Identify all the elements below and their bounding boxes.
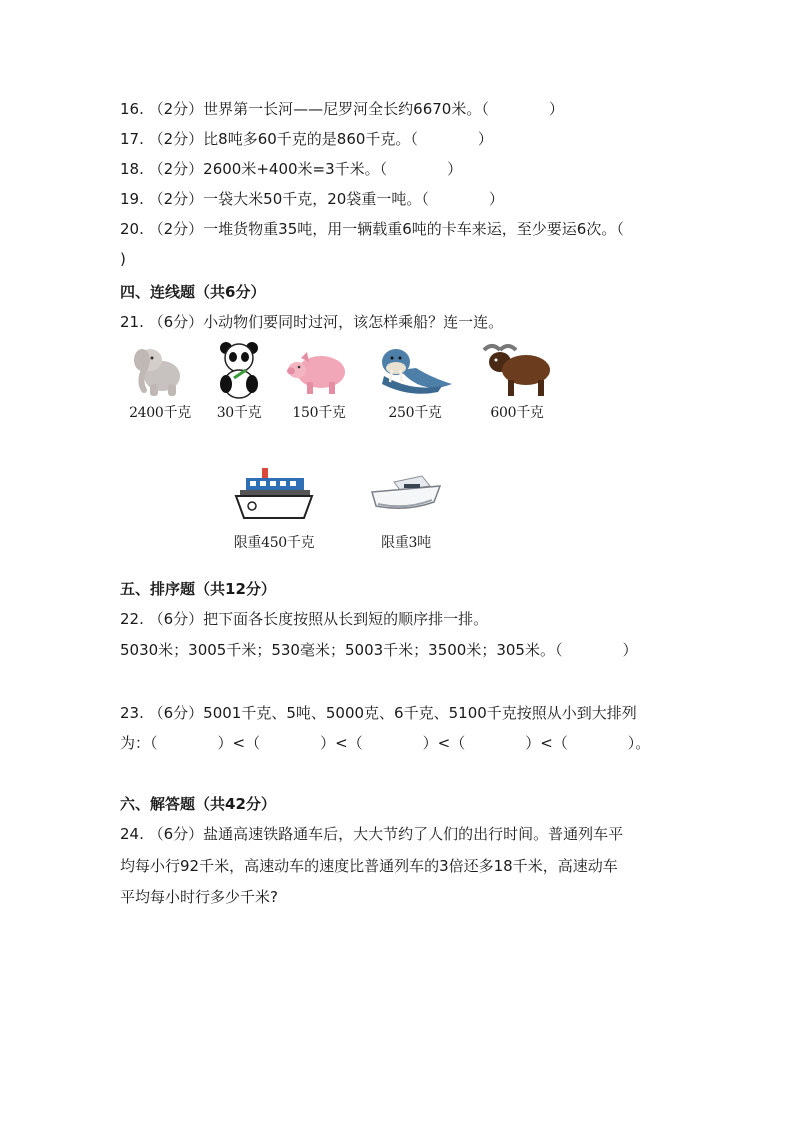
question-23-line-1: 23. （6分）5001千克、5吨、5000克、6千克、5100千克按照从小到大排列	[120, 704, 637, 722]
question-18: 18. （2分）2600米+400米=3千米。（ ）	[120, 160, 463, 178]
animal-pig-weight: 150千克	[292, 405, 346, 421]
boat-yacht-limit: 限重3吨	[381, 535, 431, 551]
question-20: 20. （2分）一堆货物重35吨，用一辆载重6吨的卡车来运，至少要运6次。（	[120, 220, 624, 238]
animal-elephant	[126, 340, 194, 422]
ferry-icon	[232, 466, 316, 526]
question-24-line-2: 均每小行92千米，高速动车的速度比普通列车的3倍还多18千米，高速动车	[120, 857, 618, 875]
animal-pig	[283, 340, 355, 422]
question-21: 21. （6分）小动物们要同时过河，该怎样乘船？连一连。	[120, 313, 504, 331]
animal-walrus	[370, 340, 460, 422]
elephant-icon	[130, 340, 190, 400]
animal-bull-weight: 600千克	[490, 405, 544, 421]
panda-icon	[212, 340, 266, 400]
boat-ferry-limit: 限重450千克	[233, 535, 315, 551]
pig-icon	[285, 340, 353, 400]
animal-walrus-weight: 250千克	[388, 405, 442, 421]
animal-panda	[208, 340, 270, 422]
question-20-continued: )	[120, 250, 126, 268]
animal-elephant-weight: 2400千克	[129, 405, 191, 421]
question-22: 22. （6分）把下面各长度按照从长到短的顺序排一排。	[120, 610, 489, 628]
question-23-line-2: 为：（ ）<（ ）<（ ）<（ ）<（ ）。	[120, 734, 651, 752]
question-16: 16. （2分）世界第一长河——尼罗河全长约6670米。（ ）	[120, 100, 564, 118]
question-24-line-3: 平均每小时行多少千米?	[120, 888, 278, 906]
section-6-heading: 六、解答题（共42分）	[120, 795, 276, 813]
question-17: 17. （2分）比8吨多60千克的是860千克。（ ）	[120, 130, 493, 148]
boat-ferry	[222, 466, 326, 552]
section-4-heading: 四、连线题（共6分）	[120, 283, 266, 301]
boat-yacht	[364, 466, 448, 552]
question-22-values: 5030米；3005千米；530毫米；5003千米；3500米；305米。（ ）	[120, 641, 638, 659]
yacht-icon	[366, 466, 446, 526]
animal-bull	[478, 340, 556, 422]
question-19: 19. （2分）一袋大米50千克，20袋重一吨。（ ）	[120, 190, 504, 208]
bull-icon	[480, 340, 554, 400]
animal-panda-weight: 30千克	[216, 405, 262, 421]
walrus-icon	[372, 340, 458, 400]
question-24-line-1: 24. （6分）盐通高速铁路通车后，大大节约了人们的出行时间。普通列车平	[120, 825, 624, 843]
section-5-heading: 五、排序题（共12分）	[120, 580, 276, 598]
